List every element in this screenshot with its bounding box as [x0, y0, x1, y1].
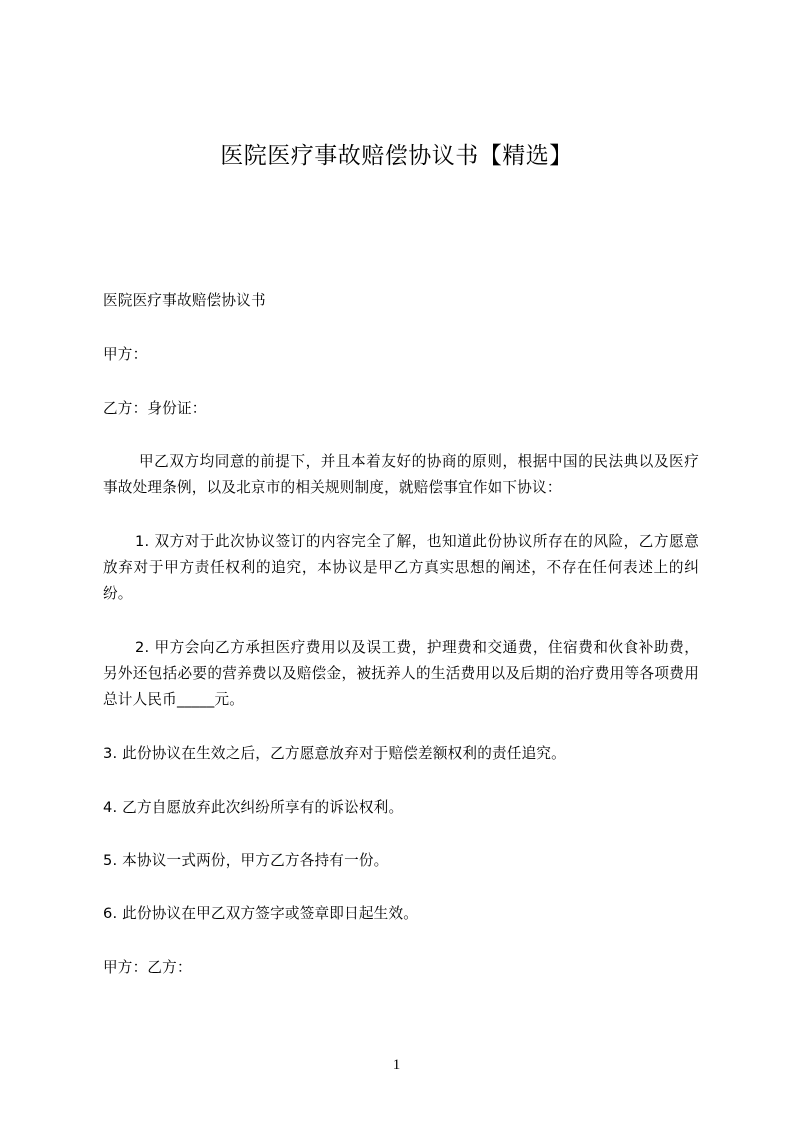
clause-5: 5. 本协议一式两份，甲方乙方各持有一份。 — [103, 852, 389, 869]
clause-4: 4. 乙方自愿放弃此次纠纷所享有的诉讼权利。 — [103, 799, 404, 816]
document-title: 医院医疗事故赔偿协议书【精选】 — [220, 143, 573, 169]
party-b-line: 乙方：身份证： — [103, 400, 207, 417]
document-subtitle: 医院医疗事故赔偿协议书 — [103, 292, 266, 309]
clause-6: 6. 此份协议在甲乙双方签字或签章即日起生效。 — [103, 905, 419, 922]
clause-3: 3. 此份协议在生效之后，乙方愿意放弃对于赔偿差额权利的责任追究。 — [103, 745, 566, 762]
page-number: 1 — [392, 1057, 401, 1073]
signature-line: 甲方：乙方： — [103, 959, 192, 976]
clause-1: 1. 双方对于此次协议签订的内容完全了解，也知道此份协议所存在的风险，乙方愿意放弃对于甲方责任权利的追究，本协议是甲乙方真实思想的阐述，不存在任何表述上的纠纷。 — [103, 533, 699, 602]
party-a-line: 甲方： — [103, 346, 148, 363]
intro-paragraph: 甲乙双方均同意的前提下，并且本着友好的协商的原则，根据中国的民法典以及医疗事故处理条例，以及北京市的相关规则制度，就赔偿事宜作如下协议： — [103, 453, 699, 496]
clause-2: 2. 甲方会向乙方承担医疗费用以及误工费，护理费和交通费，住宿费和伙食补助费，另外还包括必要的营养费以及赔偿金，被抚养人的生活费用以及后期的治疗费用等各项费用总计人民币_____元。 — [103, 639, 699, 708]
